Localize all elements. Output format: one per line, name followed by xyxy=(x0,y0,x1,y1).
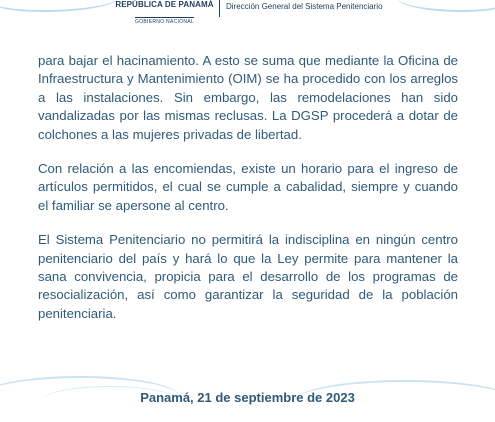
government-logo xyxy=(112,0,217,28)
government-label: GOBIERNO NACIONAL xyxy=(135,19,194,25)
country-name: REPÚBLICA DE PANAMÁ xyxy=(115,0,214,9)
decorative-wave xyxy=(0,0,120,12)
letterhead xyxy=(0,0,495,25)
document-date: Panamá, 21 de septiembre de 2023 xyxy=(140,390,355,405)
decorative-wave xyxy=(397,0,495,12)
paragraph: para bajar el hacinamiento. A esto se suma que mediante la Oficina de Infraestructura y Mantenimiento (OIM) se ha procedido con los arreglos a las instalaciones. Sin embargo, las remodelaciones han sido vandalizadas por las mismas reclusas. La DGSP procederá a dotar de colchones a las mujeres privadas de libertad. xyxy=(38,53,458,142)
paragraph: Con relación a las encomiendas, existe un horario para el ingreso de artículos permitidos, el cual se cumple a cabalidad, siempre y cuando el familiar se apersone al centro. xyxy=(38,161,458,213)
document-body xyxy=(38,52,458,339)
header-divider xyxy=(219,0,220,17)
paragraph: El Sistema Penitenciario no permitirá la indisciplina en ningún centro penitenciario del país y hará lo que la Ley permite para mantener la sana convivencia, propicia para el desarrollo de los programas de resocialización, así como garantizar la seguridad de la población penitenciaria. xyxy=(38,232,458,321)
agency-name: Dirección General del Sistema Penitenciario xyxy=(226,2,383,11)
